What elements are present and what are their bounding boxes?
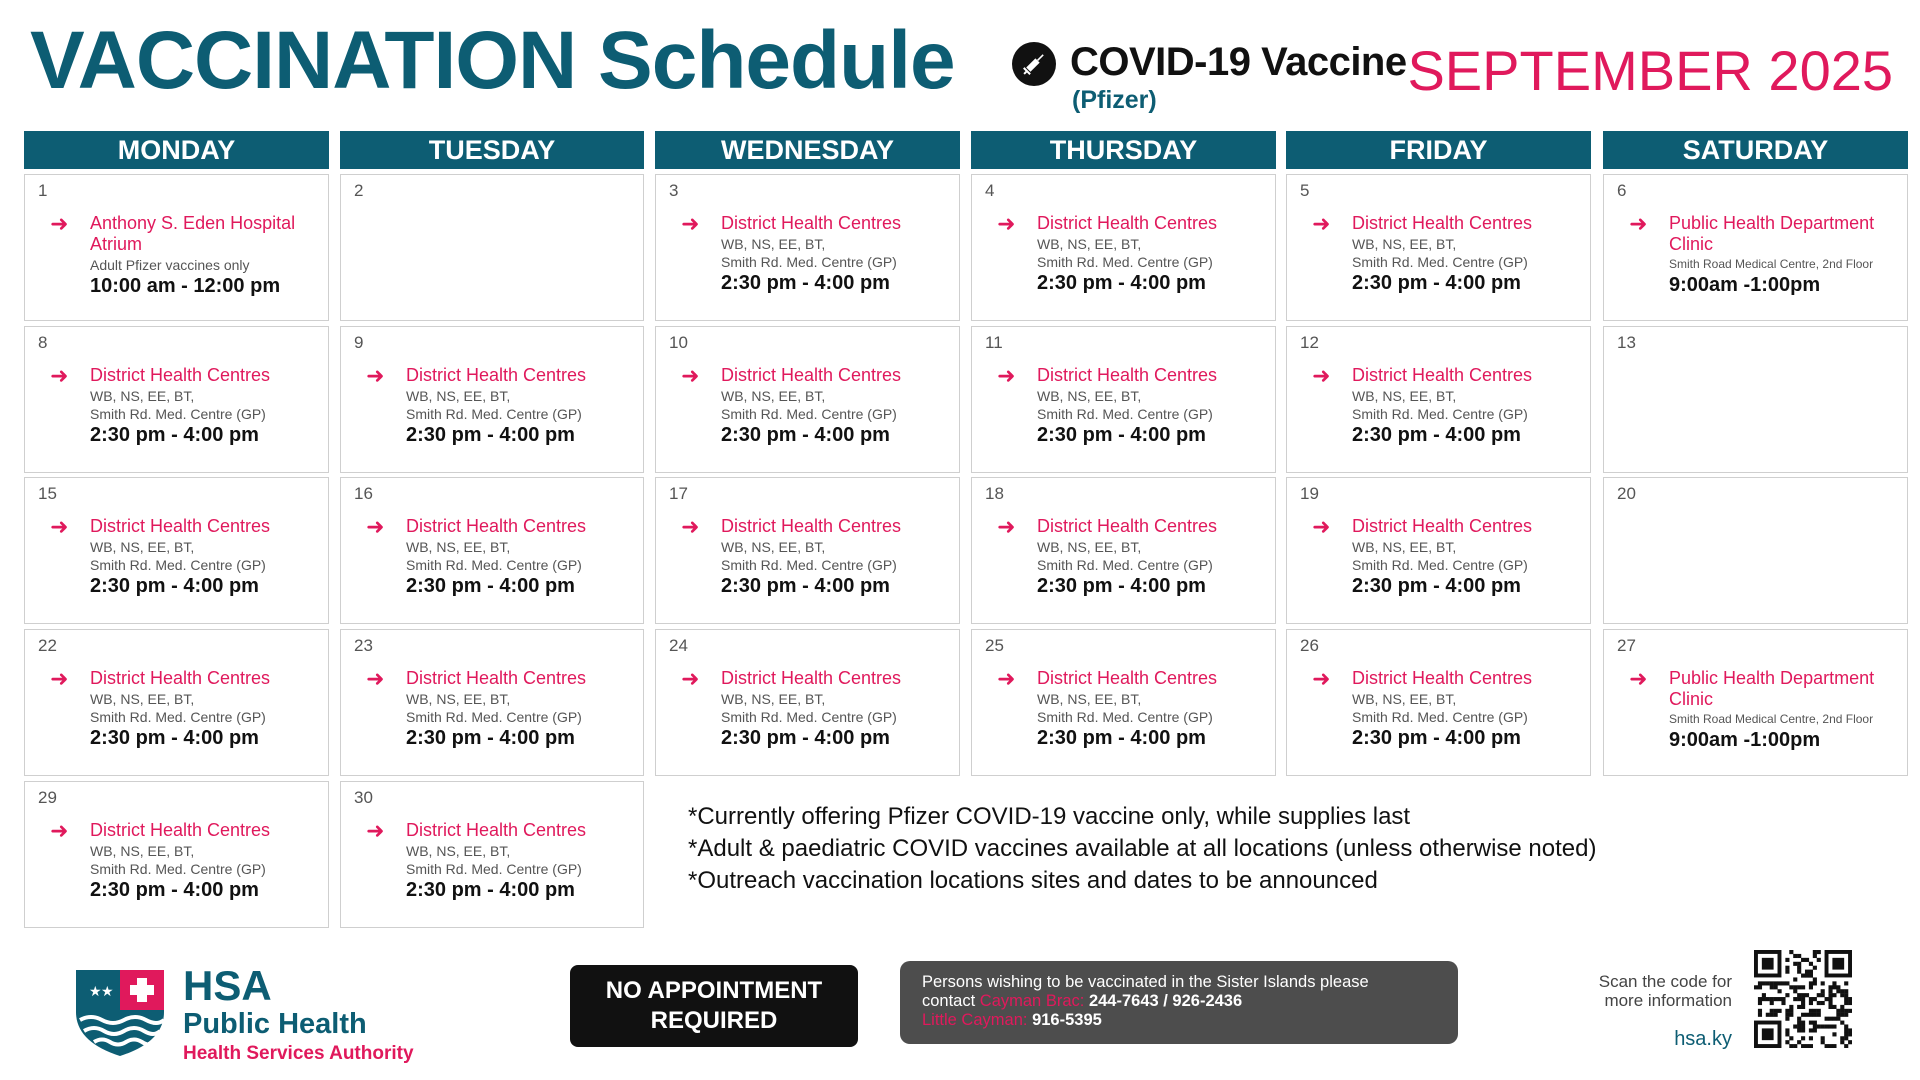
location-name: Public Health Department Clinic <box>1669 213 1875 254</box>
cayman-brac-label: Cayman Brac: <box>979 992 1085 1010</box>
arrow-right-icon: ➜ <box>1312 211 1331 236</box>
location-name: District Health Centres <box>1037 668 1218 688</box>
arrow-right-icon: ➜ <box>50 211 69 236</box>
day-header-wednesday: WEDNESDAY <box>655 131 960 169</box>
session-time: 2:30 pm - 4:00 pm <box>1037 272 1206 294</box>
location-detail-line: WB, NS, EE, BT, <box>1037 691 1142 707</box>
qr-code[interactable] <box>1754 950 1852 1053</box>
location-name: District Health Centres <box>721 213 902 233</box>
location-name: District Health Centres <box>1352 516 1533 536</box>
day-number: 13 <box>1617 333 1636 352</box>
location-detail-line: WB, NS, EE, BT, <box>90 691 195 707</box>
cayman-brac-phone: 244-7643 / 926-2436 <box>1088 992 1243 1010</box>
location-detail-line: WB, NS, EE, BT, <box>721 236 826 252</box>
calendar-day-cell <box>655 629 960 776</box>
day-number: 6 <box>1617 181 1627 200</box>
location-detail-line: WB, NS, EE, BT, <box>1037 236 1142 252</box>
location-block <box>406 820 637 901</box>
location-detail-line: Smith Rd. Med. Centre (GP) <box>406 406 582 422</box>
org-full-name: Health Services Authority <box>183 1043 414 1064</box>
location-detail <box>1352 690 1584 726</box>
svg-text:★: ★ <box>101 984 114 1000</box>
location-block <box>721 668 953 749</box>
day-header-thursday: THURSDAY <box>971 131 1276 169</box>
day-number: 17 <box>669 484 688 503</box>
location-detail-line: WB, NS, EE, BT, <box>406 691 511 707</box>
calendar-day-cell <box>24 629 329 776</box>
location-block <box>1037 213 1269 294</box>
session-time: 2:30 pm - 4:00 pm <box>90 575 259 597</box>
location-detail-line: Smith Rd. Med. Centre (GP) <box>1352 709 1528 725</box>
calendar-day-cell <box>971 326 1276 473</box>
session-time: 2:30 pm - 4:00 pm <box>1352 727 1521 749</box>
location-block <box>406 365 637 446</box>
location-name: District Health Centres <box>1352 668 1533 688</box>
location-block <box>1352 213 1584 294</box>
arrow-right-icon: ➜ <box>366 514 385 539</box>
page-title: VACCINATION Schedule <box>30 15 955 106</box>
location-detail-line: Smith Rd. Med. Centre (GP) <box>406 709 582 725</box>
location-detail <box>721 538 953 574</box>
location-name: Public Health Department Clinic <box>1669 668 1875 709</box>
location-detail <box>90 387 322 423</box>
location-name: District Health Centres <box>90 820 271 840</box>
session-time: 2:30 pm - 4:00 pm <box>1352 424 1521 446</box>
location-detail-line: Smith Road Medical Centre, 2nd Floor <box>1669 712 1874 726</box>
org-unit: Public Health <box>183 1008 367 1040</box>
session-time: 9:00am -1:00pm <box>1669 729 1821 751</box>
day-number: 30 <box>354 788 373 807</box>
calendar-day-cell <box>655 326 960 473</box>
calendar-day-cell <box>340 326 644 473</box>
location-detail-line: WB, NS, EE, BT, <box>721 388 826 404</box>
location-detail <box>1352 235 1584 271</box>
location-detail-line: Smith Rd. Med. Centre (GP) <box>406 861 582 877</box>
calendar-day-cell <box>24 781 329 928</box>
calendar-day-cell <box>1286 477 1591 624</box>
arrow-right-icon: ➜ <box>366 818 385 843</box>
location-block <box>1037 516 1269 597</box>
day-header-friday: FRIDAY <box>1286 131 1591 169</box>
location-name: District Health Centres <box>1352 213 1533 233</box>
location-detail-line: WB, NS, EE, BT, <box>1352 539 1457 555</box>
arrow-right-icon: ➜ <box>681 514 700 539</box>
location-detail-line: Smith Rd. Med. Centre (GP) <box>721 254 897 270</box>
location-detail <box>721 387 953 423</box>
calendar-day-cell <box>340 629 644 776</box>
arrow-right-icon: ➜ <box>50 514 69 539</box>
arrow-right-icon: ➜ <box>997 211 1016 236</box>
location-detail <box>1037 387 1269 423</box>
note-line: *Currently offering Pfizer COVID-19 vaccine only, while supplies last <box>688 803 1411 830</box>
note-line: *Adult & paediatric COVID vaccines available at all locations (unless otherwise noted) <box>688 835 1597 862</box>
location-detail-line: WB, NS, EE, BT, <box>406 539 511 555</box>
day-number: 9 <box>354 333 364 352</box>
day-number: 8 <box>38 333 48 352</box>
vaccine-brand: (Pfizer) <box>1072 86 1157 114</box>
location-block <box>1352 516 1584 597</box>
session-time: 2:30 pm - 4:00 pm <box>90 879 259 901</box>
location-detail-line: WB, NS, EE, BT, <box>721 539 826 555</box>
location-name: District Health Centres <box>1037 365 1218 385</box>
location-detail-line: WB, NS, EE, BT, <box>406 388 511 404</box>
arrow-right-icon: ➜ <box>50 363 69 388</box>
day-number: 3 <box>669 181 679 200</box>
arrow-right-icon: ➜ <box>997 666 1016 691</box>
location-block <box>721 365 953 446</box>
location-name: District Health Centres <box>406 365 587 385</box>
location-detail <box>1352 538 1584 574</box>
hsa-shield-logo <box>76 970 164 1061</box>
day-number: 18 <box>985 484 1004 503</box>
day-number: 4 <box>985 181 995 200</box>
schedule-notes <box>688 801 1596 897</box>
location-block <box>90 365 322 446</box>
location-detail-line: WB, NS, EE, BT, <box>406 843 511 859</box>
location-name: District Health Centres <box>406 820 587 840</box>
location-block <box>90 516 322 597</box>
location-name: District Health Centres <box>406 516 587 536</box>
session-time: 2:30 pm - 4:00 pm <box>406 879 575 901</box>
location-block <box>90 820 322 901</box>
location-detail <box>406 842 637 878</box>
calendar-day-cell <box>340 477 644 624</box>
location-detail <box>90 256 322 274</box>
day-number: 5 <box>1300 181 1310 200</box>
arrow-right-icon: ➜ <box>366 363 385 388</box>
location-name: District Health Centres <box>1037 516 1218 536</box>
location-detail-line: WB, NS, EE, BT, <box>1352 691 1457 707</box>
arrow-right-icon: ➜ <box>50 666 69 691</box>
session-time: 2:30 pm - 4:00 pm <box>721 575 890 597</box>
location-detail-line: Smith Road Medical Centre, 2nd Floor <box>1669 257 1874 271</box>
arrow-right-icon: ➜ <box>997 363 1016 388</box>
calendar-day-cell <box>1286 326 1591 473</box>
session-time: 2:30 pm - 4:00 pm <box>1352 575 1521 597</box>
location-name: District Health Centres <box>721 668 902 688</box>
calendar-day-cell <box>971 629 1276 776</box>
arrow-right-icon: ➜ <box>681 363 700 388</box>
location-block <box>406 668 637 749</box>
location-detail-line: WB, NS, EE, BT, <box>90 388 195 404</box>
location-name: District Health Centres <box>90 516 271 536</box>
session-time: 10:00 am - 12:00 pm <box>90 275 281 297</box>
arrow-right-icon: ➜ <box>50 818 69 843</box>
no-appointment-line: NO APPOINTMENT <box>605 977 823 1004</box>
arrow-right-icon: ➜ <box>1312 363 1331 388</box>
calendar-day-cell <box>1603 174 1908 321</box>
arrow-right-icon: ➜ <box>1312 666 1331 691</box>
day-number: 10 <box>669 333 688 352</box>
location-detail <box>90 690 322 726</box>
day-number: 20 <box>1617 484 1636 503</box>
arrow-right-icon: ➜ <box>681 211 700 236</box>
location-detail-line: Smith Rd. Med. Centre (GP) <box>1352 406 1528 422</box>
location-name: District Health Centres <box>90 365 271 385</box>
location-detail <box>1352 387 1584 423</box>
location-block <box>1669 213 1901 296</box>
calendar-day-cell <box>971 477 1276 624</box>
location-detail-line: Smith Rd. Med. Centre (GP) <box>721 709 897 725</box>
website-link[interactable]: hsa.ky <box>1674 1028 1732 1050</box>
day-number: 11 <box>985 333 1003 352</box>
location-detail-line: WB, NS, EE, BT, <box>1037 388 1142 404</box>
location-name: Anthony S. Eden Hospital Atrium <box>90 213 296 254</box>
day-number: 23 <box>354 636 373 655</box>
calendar-day-cell <box>340 781 644 928</box>
session-time: 2:30 pm - 4:00 pm <box>406 575 575 597</box>
day-number: 26 <box>1300 636 1319 655</box>
location-detail <box>1037 538 1269 574</box>
calendar-day-cell <box>24 174 329 321</box>
location-detail-line: Smith Rd. Med. Centre (GP) <box>90 557 266 573</box>
location-detail-line: Smith Rd. Med. Centre (GP) <box>1037 557 1213 573</box>
day-number: 22 <box>38 636 57 655</box>
no-appointment-badge <box>570 965 858 1047</box>
session-time: 2:30 pm - 4:00 pm <box>721 272 890 294</box>
location-detail <box>1669 256 1901 273</box>
location-detail <box>90 842 322 878</box>
arrow-right-icon: ➜ <box>681 666 700 691</box>
location-detail-line: Smith Rd. Med. Centre (GP) <box>721 406 897 422</box>
day-number: 19 <box>1300 484 1319 503</box>
contact-label: contact <box>922 992 976 1010</box>
location-detail-line: Smith Rd. Med. Centre (GP) <box>90 861 266 877</box>
calendar-day-cell <box>1286 174 1591 321</box>
location-detail-line: WB, NS, EE, BT, <box>90 843 195 859</box>
location-detail-line: Smith Rd. Med. Centre (GP) <box>1037 254 1213 270</box>
location-block <box>1352 668 1584 749</box>
session-time: 2:30 pm - 4:00 pm <box>721 727 890 749</box>
location-block <box>1352 365 1584 446</box>
little-cayman-phone: 916-5395 <box>1032 1011 1102 1029</box>
location-detail <box>721 235 953 271</box>
day-number: 15 <box>38 484 57 503</box>
scan-line: more information <box>1604 991 1732 1010</box>
little-cayman-label: Little Cayman: <box>922 1011 1028 1029</box>
location-detail <box>1037 235 1269 271</box>
location-detail-line: WB, NS, EE, BT, <box>1352 388 1457 404</box>
session-time: 2:30 pm - 4:00 pm <box>1037 575 1206 597</box>
session-time: 2:30 pm - 4:00 pm <box>721 424 890 446</box>
location-detail-line: WB, NS, EE, BT, <box>721 691 826 707</box>
day-header-saturday: SATURDAY <box>1603 131 1908 169</box>
arrow-right-icon: ➜ <box>1312 514 1331 539</box>
location-detail-line: Smith Rd. Med. Centre (GP) <box>1037 709 1213 725</box>
day-number: 16 <box>354 484 373 503</box>
location-name: District Health Centres <box>406 668 587 688</box>
session-time: 9:00am -1:00pm <box>1669 274 1821 296</box>
sister-islands-text: Persons wishing to be vaccinated in the Sister Islands please <box>922 973 1369 991</box>
session-time: 2:30 pm - 4:00 pm <box>1037 424 1206 446</box>
session-time: 2:30 pm - 4:00 pm <box>1037 727 1206 749</box>
day-number: 2 <box>354 181 364 200</box>
location-name: District Health Centres <box>1352 365 1533 385</box>
location-detail-line: Smith Rd. Med. Centre (GP) <box>90 406 266 422</box>
location-detail <box>406 690 637 726</box>
location-detail-line: WB, NS, EE, BT, <box>1352 236 1457 252</box>
vaccine-name: COVID-19 Vaccine <box>1070 40 1407 84</box>
location-detail <box>406 538 637 574</box>
location-detail-line: Smith Rd. Med. Centre (GP) <box>1352 557 1528 573</box>
calendar-day-cell <box>655 174 960 321</box>
day-header-monday: MONDAY <box>24 131 329 169</box>
day-number: 1 <box>38 181 48 200</box>
location-block <box>90 668 322 749</box>
session-time: 2:30 pm - 4:00 pm <box>406 727 575 749</box>
location-block <box>90 213 322 297</box>
location-block <box>721 516 953 597</box>
location-detail <box>721 690 953 726</box>
calendar-day-cell <box>971 174 1276 321</box>
day-number: 24 <box>669 636 688 655</box>
day-header-tuesday: TUESDAY <box>340 131 644 169</box>
arrow-right-icon: ➜ <box>1629 211 1648 236</box>
scan-line: Scan the code for <box>1598 972 1732 991</box>
day-number: 12 <box>1300 333 1319 352</box>
day-number: 25 <box>985 636 1004 655</box>
session-time: 2:30 pm - 4:00 pm <box>406 424 575 446</box>
location-block <box>1037 365 1269 446</box>
svg-text:★: ★ <box>89 984 102 1000</box>
calendar-day-cell <box>340 174 644 321</box>
location-detail <box>90 538 322 574</box>
location-name: District Health Centres <box>721 365 902 385</box>
location-detail-line: Smith Rd. Med. Centre (GP) <box>1037 406 1213 422</box>
session-time: 2:30 pm - 4:00 pm <box>1352 272 1521 294</box>
calendar-day-cell <box>24 326 329 473</box>
schedule-month: SEPTEMBER 2025 <box>1407 39 1893 102</box>
note-line: *Outreach vaccination locations sites and dates to be announced <box>688 867 1378 894</box>
calendar-day-cell <box>24 477 329 624</box>
location-block <box>1037 668 1269 749</box>
calendar-day-cell <box>655 477 960 624</box>
location-detail <box>406 387 637 423</box>
location-block <box>721 213 953 294</box>
location-name: District Health Centres <box>1037 213 1218 233</box>
scan-instruction <box>1560 972 1732 1010</box>
location-detail-line: Smith Rd. Med. Centre (GP) <box>90 709 266 725</box>
location-name: District Health Centres <box>90 668 271 688</box>
location-detail-line: WB, NS, EE, BT, <box>1037 539 1142 555</box>
syringe-icon <box>1012 42 1056 86</box>
no-appointment-line: REQUIRED <box>650 1007 778 1034</box>
location-detail-line: WB, NS, EE, BT, <box>90 539 195 555</box>
location-block <box>406 516 637 597</box>
arrow-right-icon: ➜ <box>366 666 385 691</box>
sister-islands-contact <box>900 961 1458 1044</box>
location-detail-line: Smith Rd. Med. Centre (GP) <box>1352 254 1528 270</box>
day-number: 27 <box>1617 636 1636 655</box>
location-detail-line: Adult Pfizer vaccines only <box>90 257 250 273</box>
calendar-day-cell <box>1603 326 1908 473</box>
location-name: District Health Centres <box>721 516 902 536</box>
arrow-right-icon: ➜ <box>997 514 1016 539</box>
calendar-day-cell <box>1603 629 1908 776</box>
arrow-right-icon: ➜ <box>1629 666 1648 691</box>
org-short-name: HSA <box>183 962 272 1009</box>
calendar-day-cell <box>1286 629 1591 776</box>
session-time: 2:30 pm - 4:00 pm <box>90 727 259 749</box>
location-detail <box>1037 690 1269 726</box>
session-time: 2:30 pm - 4:00 pm <box>90 424 259 446</box>
location-block <box>1669 668 1901 751</box>
day-number: 29 <box>38 788 57 807</box>
location-detail <box>1669 711 1901 728</box>
location-detail-line: Smith Rd. Med. Centre (GP) <box>406 557 582 573</box>
location-detail-line: Smith Rd. Med. Centre (GP) <box>721 557 897 573</box>
calendar-day-cell <box>1603 477 1908 624</box>
